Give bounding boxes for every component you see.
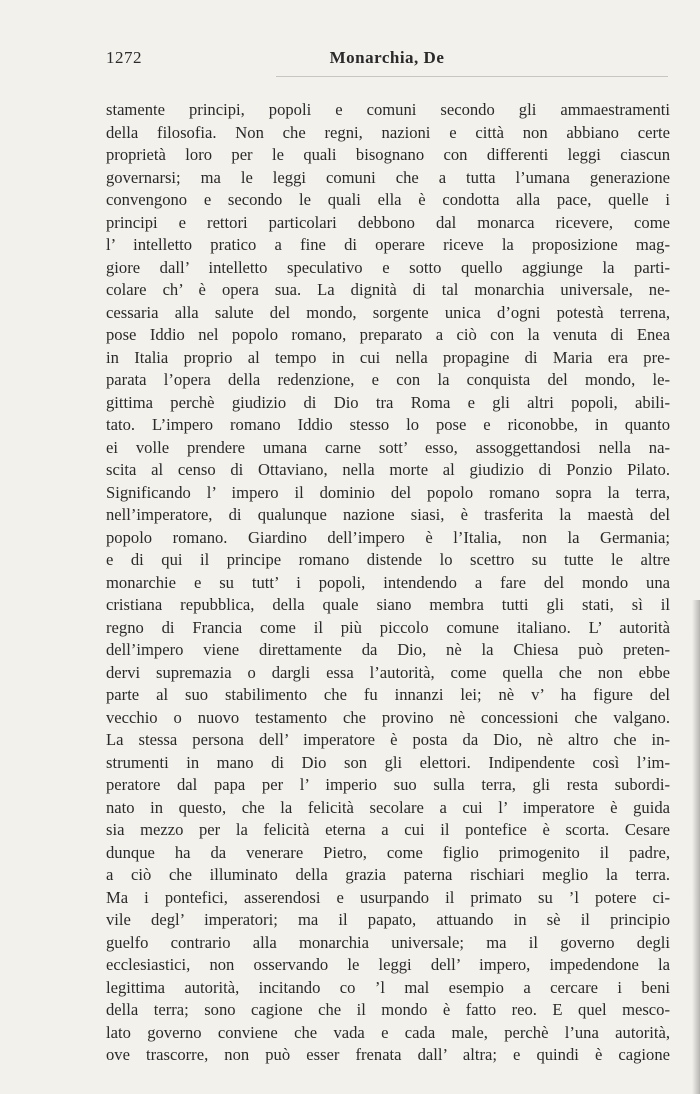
text-line: scita al censo di Ottaviano, nella morte al giudizio di Ponzio Pilato. <box>106 460 670 479</box>
text-line: tato. L’impero romano Iddio stesso lo pose e riconobbe, in quanto <box>106 415 670 434</box>
running-title: Monarchia, De <box>329 48 445 67</box>
text-line: dervi supremazia o dargli essa l’autorità, come quella che non ebbe <box>106 662 670 682</box>
text-line: stamente principi, popoli e comuni secondo gli ammaestramenti <box>106 100 670 119</box>
text-line: guelfo contrario alla monarchia universale; ma il governo degli <box>106 932 670 952</box>
text-line: popolo romano. Giardino dell’impero è l’Italia, non la Germania; <box>106 527 670 547</box>
text-line: e di qui il principe romano distende lo scettro su tutte le altre <box>106 550 670 569</box>
page-number: 1272 <box>106 48 142 67</box>
header-rule <box>276 76 668 77</box>
text-line: della terra; sono cagione che il mondo è fatto reo. E quel mesco- <box>106 1000 670 1019</box>
text-line: parata l’opera della redenzione, e con la conquista del mondo, le- <box>106 370 670 389</box>
text-line: principi e rettori particolari debbono dal monarca ricevere, come <box>106 212 670 232</box>
text-line: pose Iddio nel popolo romano, preparato a ciò con la venuta di Enea <box>106 325 670 344</box>
text-line: strumenti in mano di Dio son gli elettori. Indipendente così l’im- <box>106 752 670 772</box>
body-paragraph <box>106 99 670 1067</box>
text-line: gittima perchè giudizio di Dio tra Roma e gli altri popoli, abili- <box>106 392 670 412</box>
text-line: parte al suo stabilimento che fu innanzi lei; nè v’ ha figure del <box>106 685 670 704</box>
text-line: La stessa persona dell’ imperatore è posta da Dio, nè altro che in- <box>106 730 670 749</box>
text-line: in Italia proprio al tempo in cui nella propagine di Maria era pre- <box>106 347 670 367</box>
text-line: cristiana repubblica, della quale siano membra tutti gli stati, sì il <box>106 595 670 614</box>
text-line: Significando l’ impero il dominio del popolo romano sopra la terra, <box>106 482 670 502</box>
page-header <box>106 48 668 78</box>
text-line: della filosofia. Non che regni, nazioni e città non abbiano certe <box>106 122 670 142</box>
text-line: giore dall’ intelletto speculativo e sotto quello aggiunge la parti- <box>106 257 670 277</box>
text-line: vile degl’ imperatori; ma il papato, attuando in sè il principio <box>106 910 670 929</box>
text-line: dell’impero viene direttamente da Dio, nè la Chiesa può preten- <box>106 640 670 659</box>
text-line: cessaria alla salute del mondo, sorgente unica d’ogni potestà terrena, <box>106 302 670 322</box>
text-line: nato in questo, che la felicità secolare a cui l’ imperatore è guida <box>106 797 670 817</box>
page-edge-shadow <box>692 600 700 1094</box>
text-line: ei volle prendere umana carne sott’ esso, assoggettandosi nella na- <box>106 437 670 457</box>
text-line: regno di Francia come il più piccolo comune italiano. L’ autorità <box>106 617 670 637</box>
text-line: governarsi; ma le leggi comuni che a tutta l’umana generazione <box>106 167 670 187</box>
text-line: sia mezzo per la felicità eterna a cui il pontefice è scorta. Cesare <box>106 820 670 839</box>
text-line: a ciò che illuminato della grazia paterna rischiari meglio la terra. <box>106 865 670 884</box>
text-line: peratore dal papa per l’ imperio suo sulla terra, gli resta subordi- <box>106 775 670 794</box>
text-line: Ma i pontefici, asserendosi e usurpando il primato su ’l potere ci- <box>106 887 670 907</box>
text-line: vecchio o nuovo testamento che provino nè concessioni che valgano. <box>106 707 670 727</box>
text-line: legittima autorità, incitando co ’l mal esempio a cercare i beni <box>106 977 670 997</box>
text-line: nell’imperatore, di qualunque nazione siasi, è trasferita la maestà del <box>106 505 670 524</box>
text-line: l’ intelletto pratico a fine di operare riceve la proposizione mag- <box>106 235 670 254</box>
text-line: colare ch’ è opera sua. La dignità di tal monarchia universale, ne- <box>106 280 670 299</box>
text-line: lato governo conviene che vada e cada male, perchè l’una autorità, <box>106 1022 670 1042</box>
text-line: ove trascorre, non può esser frenata dall’ altra; e quindi è cagione <box>106 1045 670 1064</box>
text-line: ecclesiastici, non osservando le leggi dell’ impero, impedendone la <box>106 955 670 974</box>
text-line: dunque ha da venerare Pietro, come figlio primogenito il padre, <box>106 842 670 862</box>
text-line: monarchie e su tutt’ i popoli, intendendo a fare del mondo una <box>106 572 670 592</box>
text-line: convengono e secondo le quali ella è condotta alla pace, quelle i <box>106 190 670 209</box>
text-line: proprietà loro per le quali bisognano con differenti leggi ciascun <box>106 145 670 164</box>
